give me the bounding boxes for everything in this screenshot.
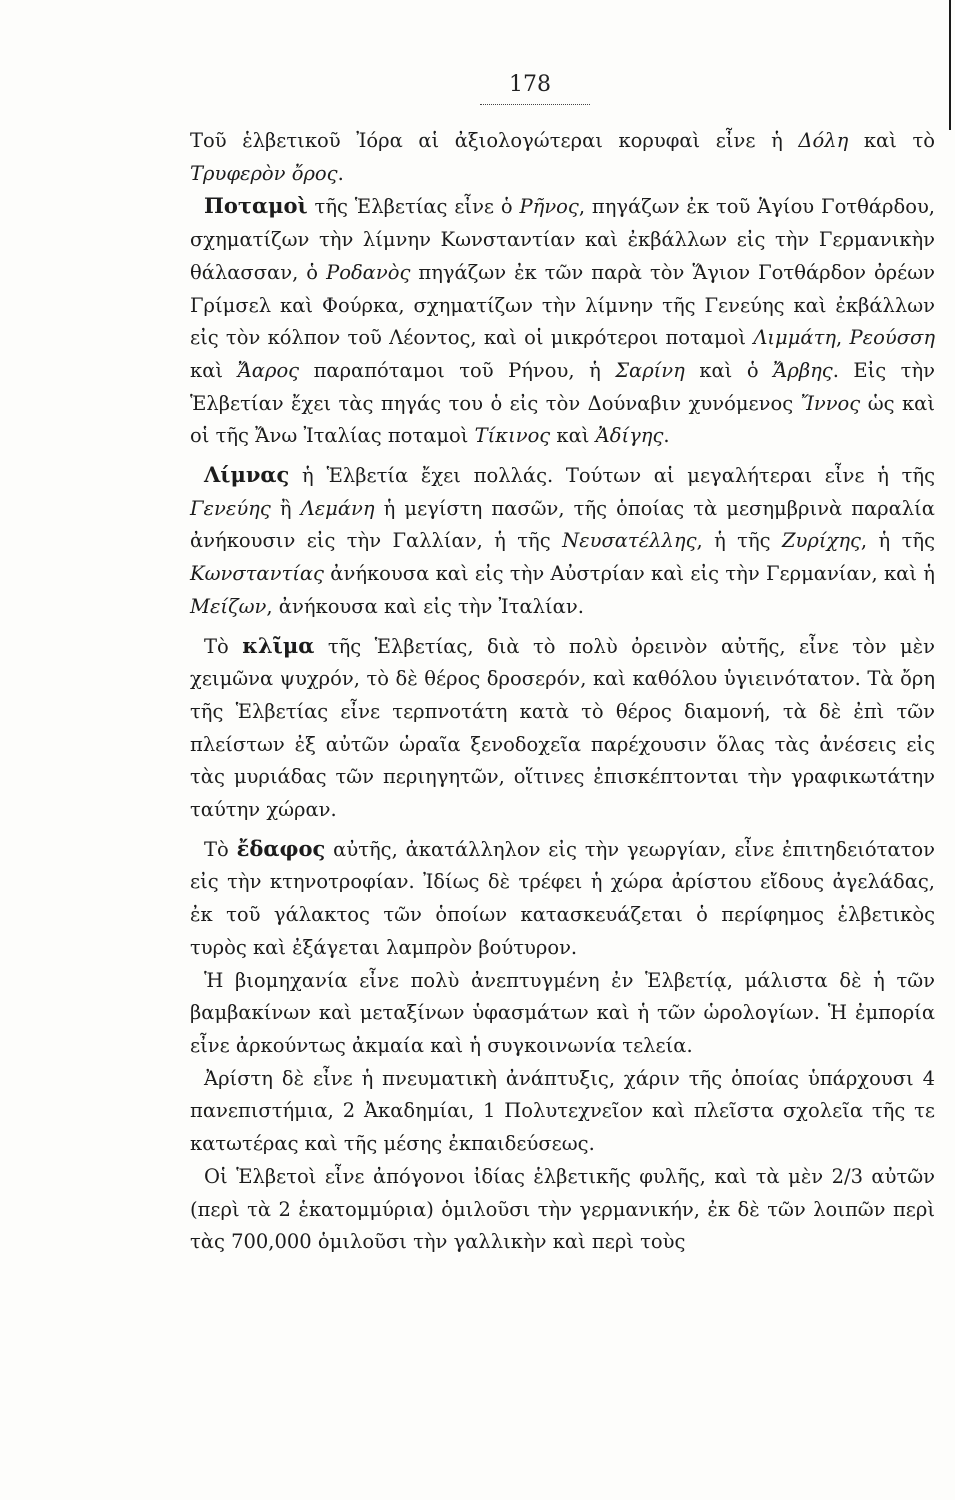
place-name: Νευσατέλλης	[562, 529, 697, 553]
body-text	[190, 125, 935, 1259]
place-name: Ἴννος	[800, 391, 861, 415]
place-name: Ἄρβης	[773, 358, 833, 382]
paragraph-people	[190, 1161, 935, 1259]
text-run: τῆς Ἑλβετίας εἶνε ὁ	[307, 195, 520, 219]
page-number-rule	[480, 104, 590, 105]
place-name: Μείζων	[190, 594, 267, 618]
paragraph-education	[190, 1063, 935, 1161]
paragraph-climate	[190, 630, 935, 827]
place-name: Ἄαρος	[237, 358, 300, 382]
text-run: τῆς Ἑλβετίας, διὰ τὸ πολὺ ὀρεινὸν αὐτῆς, εἶνε τὸν μὲν χειμῶνα ψυχρόν, τὸ δὲ θέρος δροσερόν, καὶ καθόλου ὑγιεινότατον. Τὰ ὄρη τῆς Ἑλβετίας εἶνε τερπνοτάτη κατὰ τὸ θέρος διαμονή, τὰ δὲ ἐπὶ τῶν πλείστων ἐξ αὐτῶν ὡραῖα ξενοδοχεῖα παρέχουσιν ὅλας τὰς ἀνέσεις εἰς τὰς μυριάδας τῶν περιηγητῶν, οἵτινες ἐπισκέπτονται τὴν γραφικωτάτην ταύτην χώραν.	[190, 634, 935, 822]
text-run: καὶ	[550, 424, 596, 448]
text-run: πηγάζων ἐκ τῶν παρὰ τὸν Ἅγιον Γοτθάρδον ὀρέων Γρίμσελ καὶ Φούρκα, σχηματίζων τὴν λίμνην τῆς Γενεύης καὶ ἐκβάλλων εἰς τὸν κόλπον τοῦ Λέοντος, καὶ οἱ μικρότεροι ποταμοὶ	[190, 260, 936, 350]
place-name: Γενεύης	[190, 496, 271, 520]
paragraph-soil	[190, 833, 935, 965]
text-run: .	[663, 424, 670, 448]
paragraph-mountains	[190, 125, 935, 190]
text-run: , πηγάζων ἐκ τοῦ Ἁγίου Γοτθάρδου, σχηματίζων τὴν λίμνην Κωνσταντίαν καὶ ἐκβάλλων εἰς τὴν Γερμανικὴν θάλασσαν, ὁ	[190, 195, 935, 284]
place-name: Κωνσταντίας	[190, 562, 324, 586]
text-run: , ἀνήκουσα καὶ εἰς τὴν Ἰταλίαν.	[266, 594, 584, 618]
place-name: Λιμμάτη	[753, 326, 837, 350]
text-run: .	[337, 161, 344, 185]
paragraph-rivers	[190, 190, 935, 453]
page-number: 178	[509, 72, 551, 97]
text-run: Τὸ	[204, 837, 237, 861]
place-name: Σαρίνη	[615, 358, 685, 382]
place-name: Τίκινος	[474, 424, 551, 448]
text-run: ἡ μεγίστη πασῶν, τῆς ὁποίας τὰ μεσημβρινὰ παραλία ἀνήκουσιν εἰς τὴν Γαλλίαν, ἡ τῆς	[190, 496, 935, 553]
text-run: , ἡ τῆς	[860, 529, 935, 553]
paragraph-industry	[190, 965, 935, 1063]
text-run: καὶ τὸ	[848, 129, 935, 152]
page-edge-line	[949, 0, 951, 130]
paragraph-lakes	[190, 459, 935, 624]
place-name: Ζυρίχης	[781, 529, 861, 553]
text-run: Τὸ	[204, 634, 243, 658]
text-run: ,	[836, 326, 850, 350]
place-name: Τρυφερὸν ὄρος	[190, 161, 338, 185]
text-run: . Εἰς τὴν Ἑλβετίαν ἔχει τὰς πηγάς του ὁ εἰς τὸν Δούναβιν χυνόμενος	[190, 358, 935, 415]
place-name: Δόλη	[798, 129, 849, 152]
text-run: Ἀρίστη δὲ εἶνε ἡ πνευματικὴ ἀνάπτυξις, χάριν τῆς ὁποίας ὑπάρχουσι 4 πανεπιστήμια, 2 Ἀκαδημίαι, 1 Πολυτεχνεῖον καὶ πλεῖστα σχολεῖα τῆς τε κατωτέρας καὶ τῆς μέσης ἐκπαιδεύσεως.	[190, 1066, 935, 1156]
text-run: Τοῦ ἑλβετικοῦ Ἰόρα αἱ ἀξιολογώτεραι κορυφαὶ εἶνε ἡ	[190, 129, 799, 152]
text-run: καὶ ὁ	[684, 358, 774, 382]
text-run: Ἡ βιομηχανία εἶνε πολὺ ἀνεπτυγμένη ἐν Ἑλβετίᾳ, μάλιστα δὲ ἡ τῶν βαμβακίνων καὶ μεταξίνων ὑφασμάτων καὶ ἡ τῶν ὡρολογίων. Ἡ ἐμπορία εἶνε ἀρκούντως ἀκμαία καὶ ἡ συγκοινωνία τελεία.	[190, 968, 935, 1057]
text-run: ἡ Ἑλβετία ἔχει πολλάς. Τούτων αἱ μεγαλήτεραι εἶνε ἡ τῆς	[289, 464, 935, 488]
text-run: ὡς καὶ οἱ τῆς Ἄνω Ἰταλίας ποταμοὶ	[190, 391, 935, 448]
section-keyword: κλῖμα	[242, 632, 315, 658]
text-run: Οἱ Ἑλβετοὶ εἶνε ἀπόγονοι ἰδίας ἑλβετικῆς φυλῆς, καὶ τὰ μὲν 2/3 αὐτῶν (περὶ τὰ 2 ἑκατομμύρια) ὁμιλοῦσι τὴν γερμανικήν, ἐκ δὲ τῶν λοιπῶν περὶ τὰς 700,000 ὁμιλοῦσι τὴν γαλλικὴν καὶ περὶ τοὺς	[190, 1164, 935, 1254]
text-run: καὶ	[190, 358, 238, 382]
section-keyword: Λίμνας	[204, 462, 290, 488]
place-name: Ρεούσση	[849, 326, 935, 350]
text-run: ἢ	[270, 496, 301, 520]
section-keyword: Ποταμοὶ	[204, 193, 308, 219]
place-name: Λεμάνη	[300, 496, 375, 520]
section-keyword: ἔδαφος	[236, 835, 326, 861]
place-name: Ροδανὸς	[326, 260, 411, 284]
text-run: ἀνήκουσα καὶ εἰς τὴν Αὐστρίαν καὶ εἰς τὴν Γερμανίαν, καὶ ἡ	[323, 562, 935, 586]
text-run: παραπόταμοι τοῦ Ρήνου, ἡ	[299, 358, 616, 382]
place-name: Ἀδίγης	[595, 424, 664, 448]
text-run: αὐτῆς, ἀκατάλληλον εἰς τὴν γεωργίαν, εἶνε ἐπιτηδειότατον εἰς τὴν κτηνοτροφίαν. Ἰδίως δὲ τρέφει ἡ χώρα ἀρίστου εἴδους ἀγελάδας, ἐκ τοῦ γάλακτος τῶν ὁποίων κατασκευάζεται ὁ περίφημος ἑλβετικὸς τυρὸς καὶ ἐξάγεται λαμπρὸν βούτυρον.	[190, 837, 935, 959]
text-run: , ἡ τῆς	[696, 529, 782, 553]
place-name: Ρῆνος	[519, 195, 579, 219]
